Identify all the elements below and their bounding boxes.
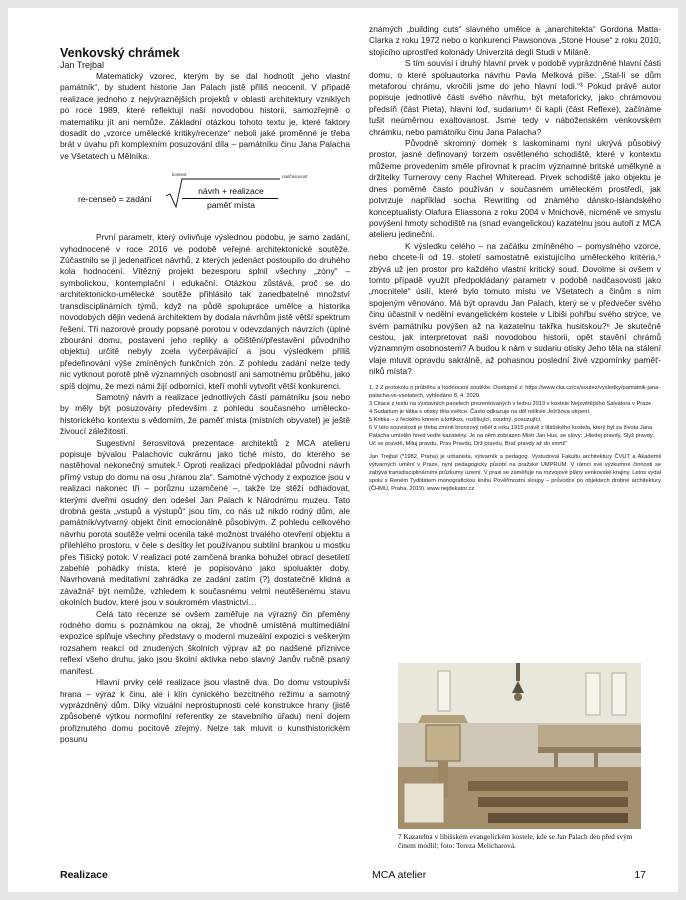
footnotes xyxy=(369,384,661,448)
footnote-4: 4 Sudarium je látka s otisky těla světce. Často odkazuje na děl relikvie Ježíšova utrpení. xyxy=(369,408,591,415)
footer-section: Realizace xyxy=(60,869,108,881)
page-footer xyxy=(56,869,646,885)
article-author: Jan Trejbal xyxy=(60,60,105,70)
church-pulpit-photo xyxy=(398,663,641,829)
paragraph-r1: známých „building cuts“ slavného umělce a „anarchitekta“ Gordona Matta-Clarka z roku 1972 nebo o konkurenci Pawsonova „Stone House“ z roku 2010, stojícího uprostřed kolonády Univerzitá degli Studi v Miláně. xyxy=(369,24,661,57)
paragraph-4: Sugestivní šerosvitová prezentace architektů z MCA atelieru popisuje bývalou Palachovic cukrárnu jako tiché místo, do kterého se nastěhoval nekonečný smutek.¹ Oproti realizaci předpokládal původní návrh přímý vstup do domu na osu „hranou zla“. Samotné východy z expozice jsou v realizaci nakonec tři – porůznu uzamčené –, takže lze stěží odhadovat, kterými dveřmi osudný den odešel Jan Palach k Národnímu muzeu. Tato drobná gesta „vstupů a výstupů“ jsou tím, co nás už nikdo rodný dům, ale památník/vytvarný objekt činit emocionálně působivým. Z pohledu celkového návrhu porota soutěže velmi ocenila také možnost trvalého otevření objektu a přilehlého prostoru, v čele s desítky let používanou subtilní brankou u mostku přes Tišický potok. V realizaci poté zamčená branka bohužel obrací desetiletí zabehlé pohádky místa, které je popisováno jako spoluaktér doby. Navrhovaná meditativní zahrádka ze zadání zatím (?) dostatečně klidná a závažná² být nemůže, vzhledem k současnému velmi neutěšenému stavu okolních budov, které jsou v soukromém vlastnictví… xyxy=(60,437,351,608)
paragraph-r2: S tím souvisí i druhý hlavní prvek v podobě vyprázdněné hlavní části domu, o které spoluautorka návrhu Pavla Melková píše: „Stal-li se dům metaforou chrámu, vkročili jsme do jeho hlavní lodi.“³ Pokud právě autor popisuje jednotlivé části svého návrhu, být metaforicky, jako chrámovou předsíň (část Pieta), hlavní loď, sudarium⁴ či kapli (část Reflexe), začínáme tušit neúměrnou exaltovanost. Jsme tedy v náboženském venkovském chrámku, nebo památníku činu Jana Palacha? xyxy=(369,58,661,137)
formula-index-left: kontext xyxy=(172,172,187,178)
paragraph-2: První parametr, který ovlivňuje výslednou podobu, je samo zadání, vyhodnocené v roce 2016 ve podobě veřejné architektonické soutěže. Zúčastnilo se jí jedenatřicet návrhů, z kterých jedenáct postoupilo do druhého kola hodnocení. Vítězný projekt bezesporu splnil všechny „zóny“ – symbolickou, kontemplační i edukační. Otázkou zůstává, proč se do architektonicko-umělecké soutěže přihlásilo tak zanedbatelné množství transdisciplinárních týmů, když na půdě spolupráce umělce a historika novodobých dějin vedená architektem by dodala návrhům jistě větší spektrum řešení. Tři nazorové proudy popsané porotou v odevzdaných návrzích (úplné zbourání domu, postavení jeho repliky a očištění/přestavění původního objektu) určitě nebyly zcela vyčerpávající a jsou výsledkem příliš předefinování výše zmíněných funkčních zón. Z pohledu zadání nelze tedy nic vytknout porotě plně významných osobností ani samotnému průběhu, jako spíš dojmu, že mezi námi žijí odborníci, kteří mohli vytvořit větší konkurenci. xyxy=(60,232,350,391)
church-interior-illustration xyxy=(398,663,641,829)
footnote-1-2: 1, 2 Z protokolu o průběhu a hodnocení soutěže. Dostupné z: https://www.cka.cz/cs/soutez/vysledky/pamatnik-jana-palacha-ve-vsetatech, vyhledáno 8. 4. 2020. xyxy=(369,384,661,399)
right-column xyxy=(369,24,661,493)
paragraph-r4: K výsledku celého – na začátku zmíněného – pomyslného vzorce, nebo chcete-li od 19. století samostatně existujícího uměleckého kritéria,⁵ zbývá už jen prostor pro každého vlastní kritický soud. Dovolme si ovšem v tomto případě využít předpokládaný parametr v podobě nadčasovosti jako „mocnitele“ úsilí, které bylo tomuto místu ve Všetatech a činům s ním spojeným věnováno. Má být opravdu Jan Palach, který se v předvečer svého činu účastnil v nedělní evangelickém kostele v Libiši pohřbu svého strýce, ve svém památníku povýšen až na kazatelnu takřka husitskou?⁶ Je skutečně cestou, jak interpretovat naši novodobou historii, opět stavění chrámů významným osobnostem? A budou k nám v sudariu otisky Jeho těla na stálení vlaje mluvit opravdu sakrálně, až pohasnou poslední živé vzpomínky paměť-niků místa? xyxy=(369,240,661,377)
formula-lhs: re-censeō = zadání xyxy=(78,194,152,205)
footer-title: MCA atelier xyxy=(372,869,427,881)
article-title: Venkovský chrámek xyxy=(60,46,180,60)
page xyxy=(8,8,678,892)
left-column xyxy=(60,46,350,746)
article-body-right xyxy=(369,24,661,378)
paragraph-6: Hlavní prvky celé realizace jsou vlastně dva. Do domu vstoupivší hrana – výraz k činu, ale i klín cynického bezcitného režimu a samotný vyprázdněný dům. Díky vizuální neprostupnosti celé konstrukce hrany (jistě způsobené výtkou normofilní referentky ze stavebního úřadu) není dojem prořiznutého domu pocitově zřejmý. Nelze tak mluvit o kunsthistorickém posunu xyxy=(60,677,350,745)
formula xyxy=(60,172,350,218)
paragraph-3: Samotný návrh a realizace jednotlivých částí památníku jsou nebo by měly být posuzovány především z pohledu současného umělecko-historického kontextu s vědomím, že paměť místa (místních obyvatel) je ještě živoucí záležitostí. xyxy=(60,391,350,437)
formula-numerator: návrh + realizace xyxy=(198,186,264,197)
formula-exponent-right: nadčasovost xyxy=(282,174,308,180)
page-number: 17 xyxy=(634,869,646,881)
paragraph-r3: Původně skromný domek s laskominami nyní ukrývá působivý prostor, jasné definovaný torzem osvětleného schodiště, které v kontextu můžeme provedením směle přirovnat k pracím významné britské umělkyně a držitelky Turnerovy ceny Rachel Whiteread. Prvek schodiště jako objektu je dnes poměrně často používán v současném uměleckém prostředí, jak potvrzuje například socha Rewriting od známého dánsko-islandského konceptualisty Olafura Eliassona z roku 2004 v Mnichově, nicméně ve smyslu povýšení hmoty schodiště na (snad evangelickou) kazatelnu jsou autoři z MCA atelieru jedineční. xyxy=(369,138,661,240)
formula-denominator: paměť místa xyxy=(206,200,256,211)
photo-caption: 7 Kazatelna v libišském evangelickém kostele, kde se Jan Palach den před svým činem modlil; foto: Tereza Melicharová. xyxy=(398,832,633,850)
footnote-6: 6 V této souvislosti je třeba zmínit bronzový reliéf z roku 1915 právě z libišského kostela, který byl za života Jana Palacha umístěn hned vedle kazatelny. Je na něm zobrazen Mistr Jan Hus, se slovy: „Hledej pravdy, Slyš pravdy, Uč se pravdě, Miluj pravdu, Prav Pravdu, Drž pravdu, Brať pravdy až do smrti!“ xyxy=(369,424,654,447)
article-body-left xyxy=(60,71,350,162)
footnote-5: 5 Kritika – z řeckého krinein a kritikos, rozlišující, soudný, posuzující. xyxy=(369,416,542,423)
author-bio: Jan Trejbal (*1982, Praha) je urbanista, výtvarník a pedagog. Vystudoval Fakultu architektury ČVUT a Akademii výtvarných umění v Praze, nyní pedagogicky působí na pražské UMPRUM. V rámci své výzkumné činnosti se zabývá transdisciplinárními průzkumy území. V praxi se zaměřuje na rozvojové plány venkovské krajiny. Letos vydal spolu s Reném Tydlitátem monografickou knihu Pověřmostní sloupy – průvodce po objektech drobné architektury (ČHMÚ, Praha, 2019). www.nejdekator.cz xyxy=(369,453,661,492)
paragraph-5: Celá tato recenze se ovšem zaměřuje na výrazný čin přeměny rodného domu s poznámkou na okraj, že vhodně umístěná multimediální expozice splňuje všechny představy o moderní muzeální expozici s veškerým rozsahem reakcí od znudených školních výprav až po nadšené příznivce reflexí všeho druhu, jako jsou školní aktivka nebo slavný Janův ručně psaný manifest. xyxy=(60,608,350,676)
article-body-left-2 xyxy=(60,232,350,745)
paragraph-intro: Matematický vzorec, kterým by se dal hodnotit „jeho vlastní památník“, by student historie Jan Palach jistě příliš neocenil. V případě realizace jednoho z nejvýraznějších projektů v oblasti architektury vzniklých po roce 1989, které reflektují naši novodobou historii, samozřejmě o matematiku jít ani nemůže. Základní otázkou tohoto textu je, které faktory dosadit do „vzorce umělecké kritiky/recenze“ neboli jaké proměnné je třeba brát v úvahu při komplexním posuzování díla – památníku činu Jana Palacha ve Všetatech u Mělníka. xyxy=(60,71,350,161)
footnote-3: 3 Citace z textu na výstavních panelech prezentovaných v lednu 2019 v kostele Nejsvětějšího Salvátora v Praze. xyxy=(369,400,653,407)
fraction-bar xyxy=(182,198,278,199)
